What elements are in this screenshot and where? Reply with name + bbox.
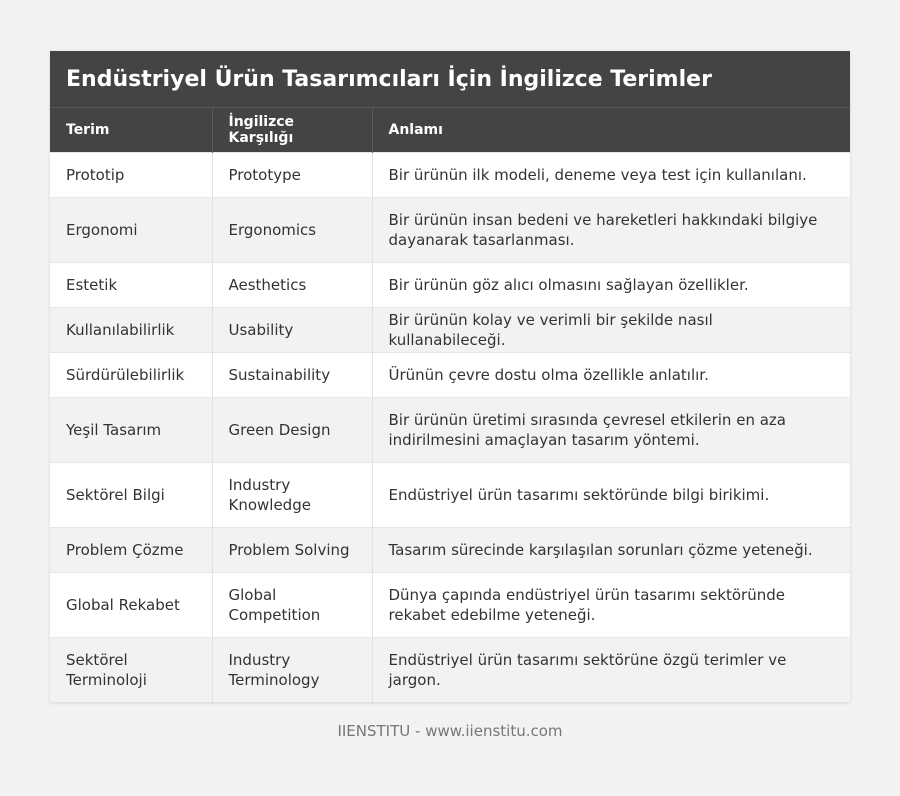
meaning-cell: Bir ürünün insan bedeni ve hareketleri hakkındaki bilgiye dayanarak tasarlanması. <box>372 198 850 263</box>
english-cell: Green Design <box>212 398 372 463</box>
table-row <box>50 198 850 263</box>
term-cell: Yeşil Tasarım <box>50 398 212 463</box>
meaning-cell: Endüstriyel ürün tasarımı sektöründe bilgi birikimi. <box>372 463 850 528</box>
footer-credit: IIENSTITU - www.iienstitu.com <box>337 722 563 740</box>
meaning-cell: Endüstriyel ürün tasarımı sektörüne özgü terimler ve jargon. <box>372 638 850 703</box>
table-row <box>50 398 850 463</box>
meaning-cell: Bir ürünün kolay ve verimli bir şekilde nasıl kullanabileceği. <box>372 308 850 353</box>
meaning-cell: Tasarım sürecinde karşılaşılan sorunları çözme yeteneği. <box>372 528 850 573</box>
term-cell: Ergonomi <box>50 198 212 263</box>
term-cell: Global Rekabet <box>50 573 212 638</box>
english-cell: Ergonomics <box>212 198 372 263</box>
table-header-row <box>50 108 850 153</box>
meaning-cell: Dünya çapında endüstriyel ürün tasarımı sektöründe rekabet edebilme yeteneği. <box>372 573 850 638</box>
english-cell: Prototype <box>212 153 372 198</box>
english-cell: Global Competition <box>212 573 372 638</box>
table-row <box>50 353 850 398</box>
table-row <box>50 638 850 703</box>
table-row <box>50 153 850 198</box>
terms-table-card <box>50 51 850 702</box>
term-cell: Prototip <box>50 153 212 198</box>
term-cell: Kullanılabilirlik <box>50 308 212 353</box>
english-cell: Aesthetics <box>212 263 372 308</box>
meaning-cell: Bir ürünün ilk modeli, deneme veya test için kullanılanı. <box>372 153 850 198</box>
table-title: Endüstriyel Ürün Tasarımcıları İçin İngilizce Terimler <box>50 51 850 108</box>
terms-table <box>50 108 850 702</box>
meaning-cell: Ürünün çevre dostu olma özellikle anlatılır. <box>372 353 850 398</box>
term-cell: Sektörel Terminoloji <box>50 638 212 703</box>
table-row <box>50 573 850 638</box>
english-cell: Industry Knowledge <box>212 463 372 528</box>
meaning-cell: Bir ürünün göz alıcı olmasını sağlayan özellikler. <box>372 263 850 308</box>
term-cell: Sürdürülebilirlik <box>50 353 212 398</box>
term-cell: Problem Çözme <box>50 528 212 573</box>
english-cell: Industry Terminology <box>212 638 372 703</box>
term-cell: Sektörel Bilgi <box>50 463 212 528</box>
table-row <box>50 463 850 528</box>
english-cell: Sustainability <box>212 353 372 398</box>
table-row <box>50 308 850 353</box>
english-cell: Problem Solving <box>212 528 372 573</box>
column-header-meaning: Anlamı <box>372 108 850 153</box>
table-row <box>50 528 850 573</box>
term-cell: Estetik <box>50 263 212 308</box>
table-row <box>50 263 850 308</box>
meaning-cell: Bir ürünün üretimi sırasında çevresel etkilerin en aza indirilmesini amaçlayan tasarım yöntemi. <box>372 398 850 463</box>
column-header-term: Terim <box>50 108 212 153</box>
column-header-english: İngilizce Karşılığı <box>212 108 372 153</box>
english-cell: Usability <box>212 308 372 353</box>
